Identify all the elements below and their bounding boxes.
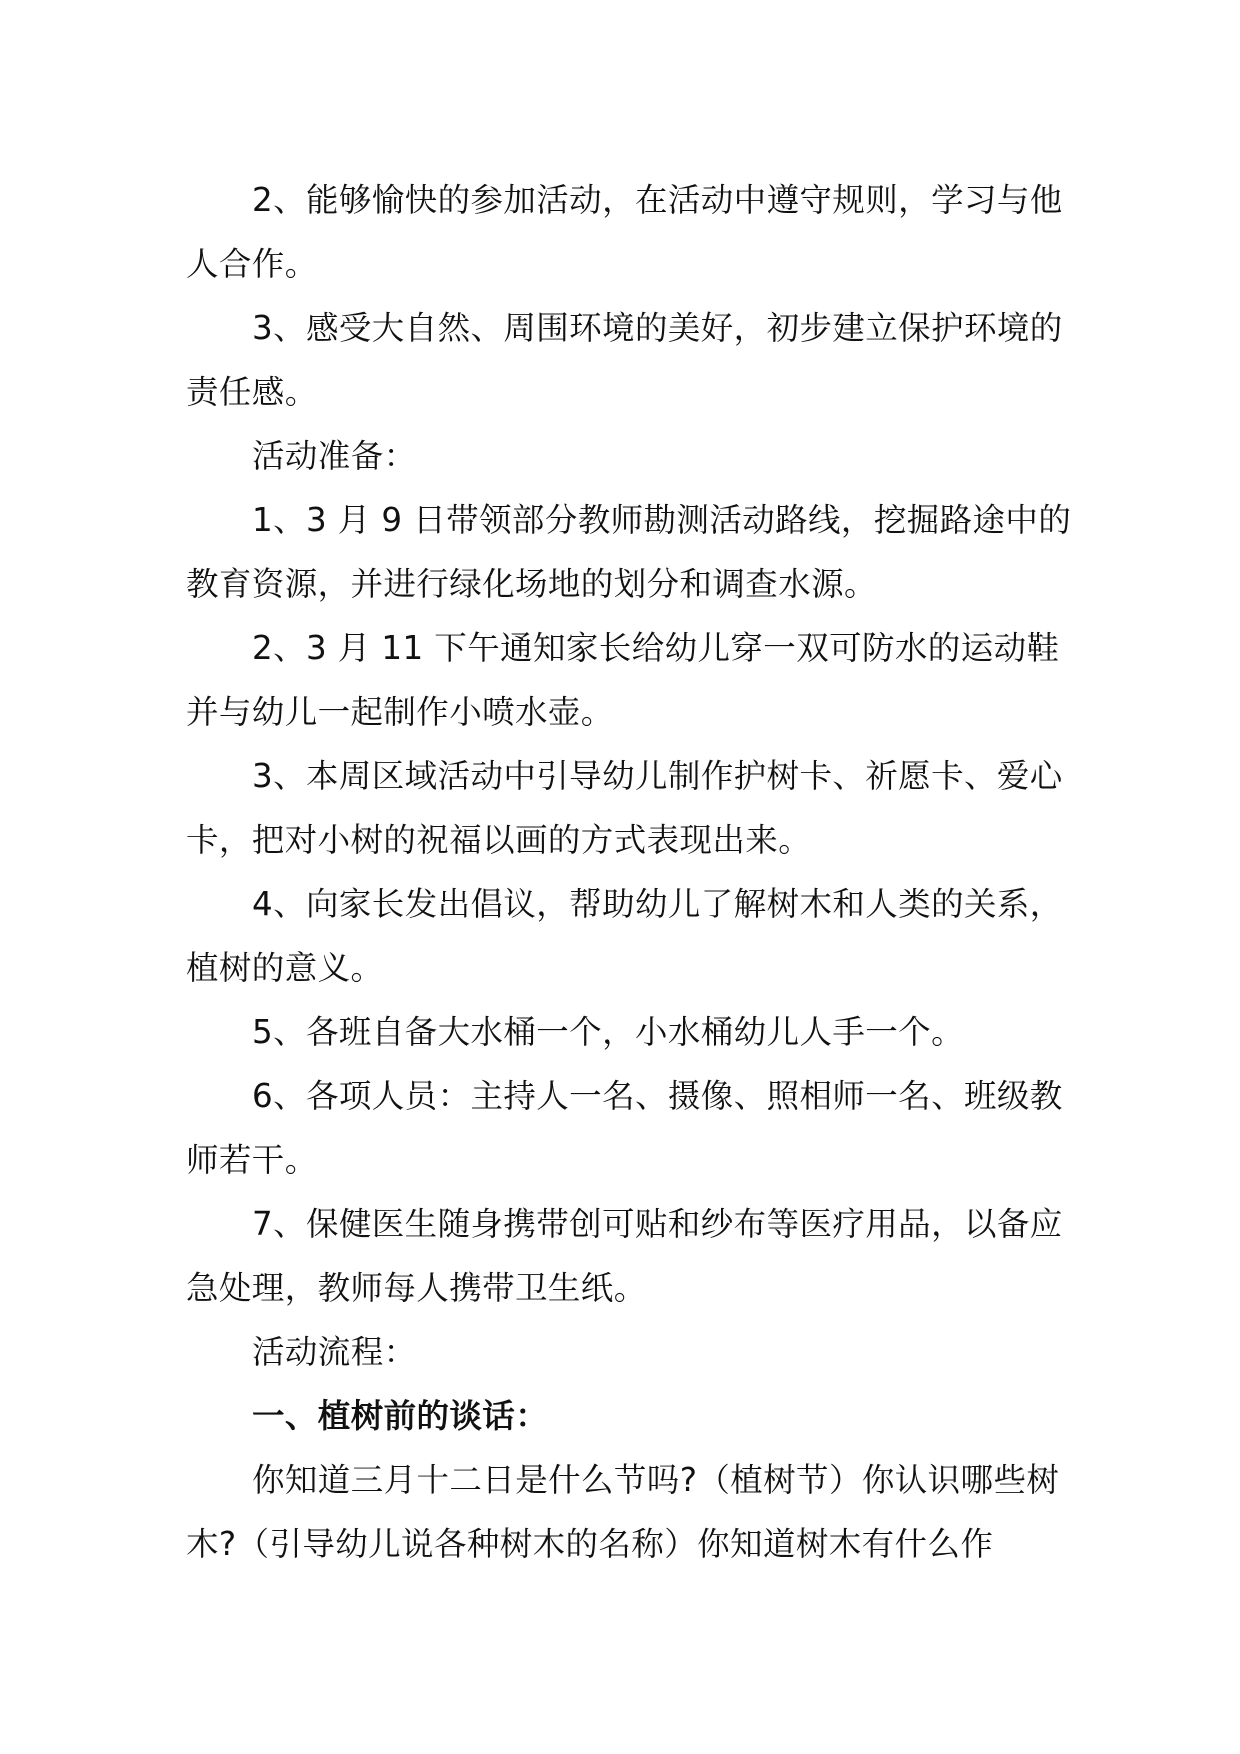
paragraph-objective-3: 3、感受大自然、周围环境的美好，初步建立保护环境的责任感。 bbox=[186, 309, 1063, 411]
paragraph-preparation-6: 6、各项人员：主持人一名、摄像、照相师一名、班级教师若干。 bbox=[186, 1077, 1063, 1179]
document-body bbox=[186, 168, 1086, 1576]
paragraph-talk-questions: 你知道三月十二日是什么节吗?（植树节）你认识哪些树木?（引导幼儿说各种树木的名称）你知道树木有什么作 bbox=[186, 1461, 1060, 1563]
paragraph-preparation-5: 5、各班自备大水桶一个，小水桶幼儿人手一个。 bbox=[252, 1013, 964, 1051]
paragraph-preparation-2: 2、3 月 11 下午通知家长给幼儿穿一双可防水的运动鞋并与幼儿一起制作小喷水壶。 bbox=[186, 629, 1060, 731]
paragraph-objective-2: 2、能够愉快的参加活动，在活动中遵守规则，学习与他人合作。 bbox=[186, 181, 1063, 283]
paragraph-preparation-7: 7、保健医生随身携带创可贴和纱布等医疗用品，以备应急处理，教师每人携带卫生纸。 bbox=[186, 1205, 1063, 1307]
paragraph-preparation-4: 4、向家长发出倡议，帮助幼儿了解树木和人类的关系，植树的意义。 bbox=[186, 885, 1063, 987]
section-title-preparation: 活动准备： bbox=[252, 437, 417, 475]
subheading-pre-planting-talk: 一、植树前的谈话： bbox=[252, 1397, 549, 1435]
paragraph-preparation-3: 3、本周区域活动中引导幼儿制作护树卡、祈愿卡、爱心卡，把对小树的祝福以画的方式表现出来。 bbox=[186, 757, 1063, 859]
section-title-process: 活动流程： bbox=[252, 1333, 417, 1371]
paragraph-preparation-1: 1、3 月 9 日带领部分教师勘测活动路线，挖掘路途中的教育资源，并进行绿化场地的划分和调查水源。 bbox=[186, 501, 1072, 603]
